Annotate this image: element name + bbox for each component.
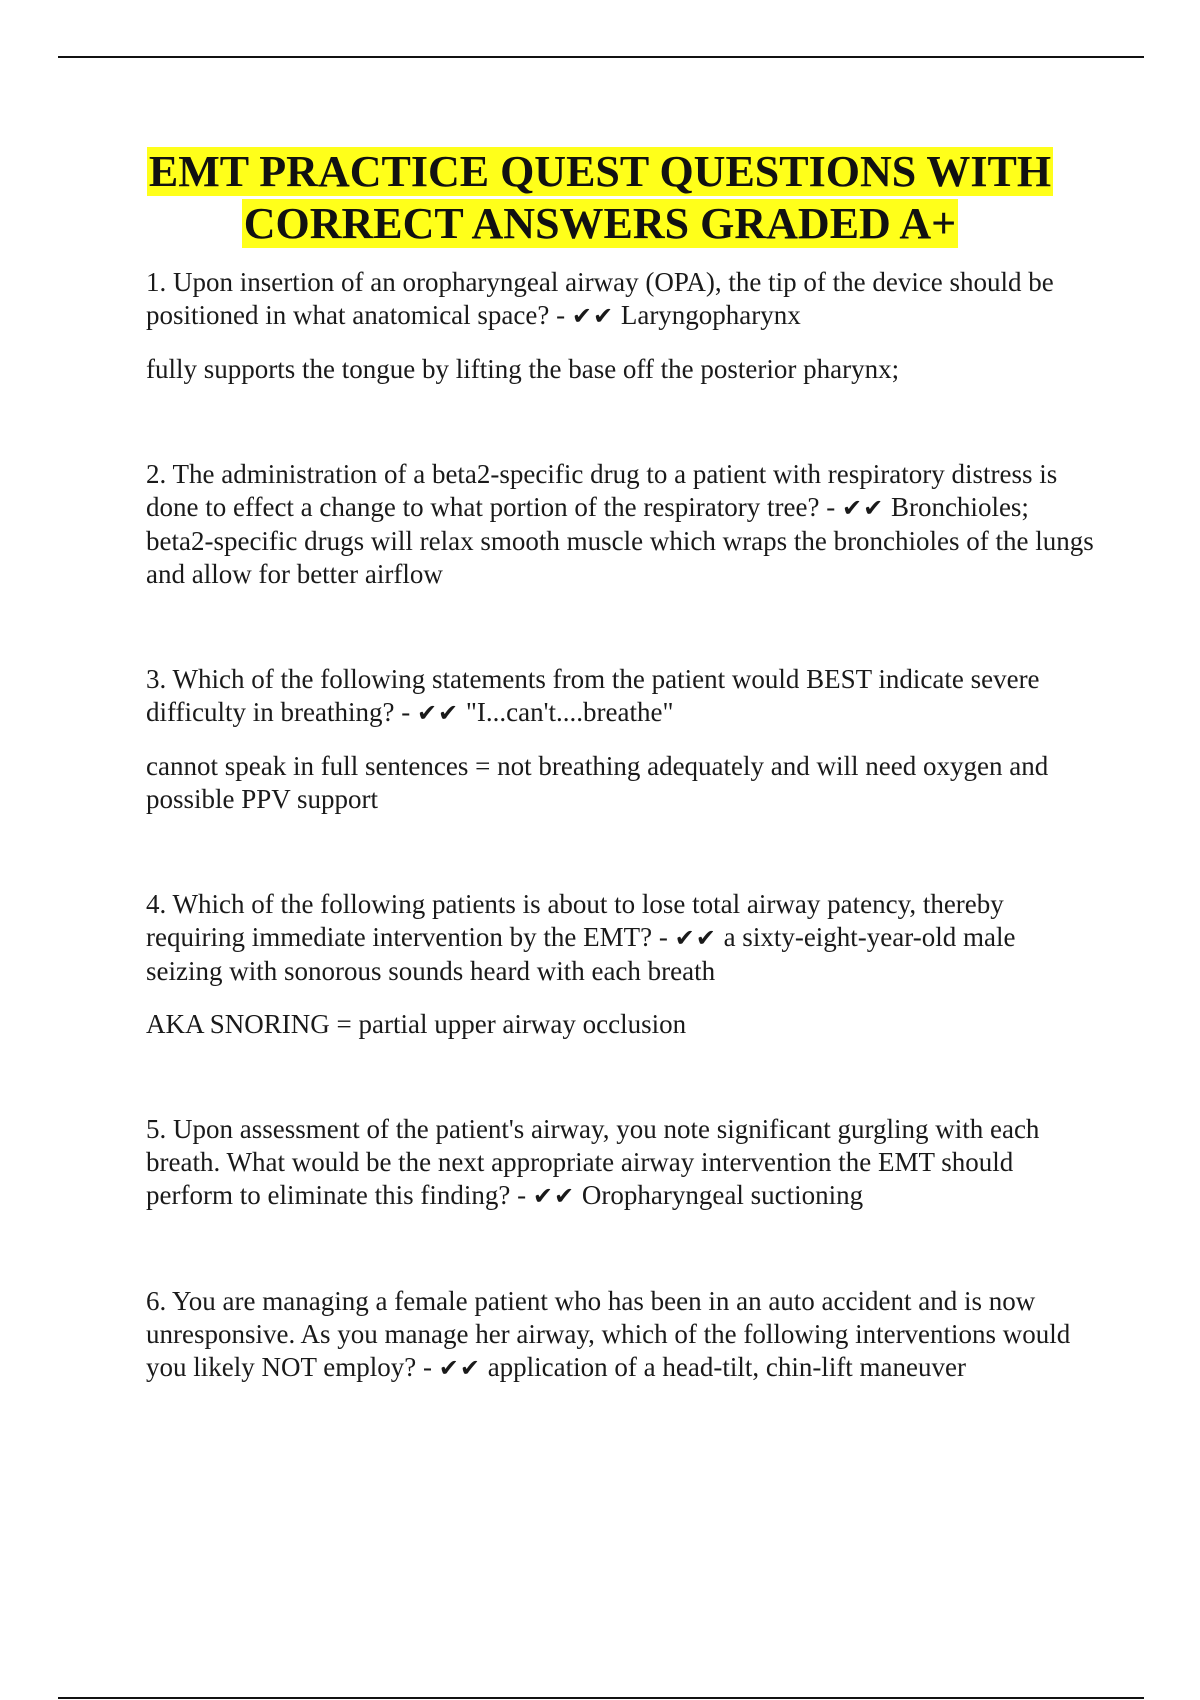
question-text: 6. You are managing a female patient who has been in an auto accident and is now unresponsive. As you manage her airway, which of the following interventions would you likely NOT employ? <box>146 1286 1071 1382</box>
qa-line <box>146 663 1098 730</box>
answer-text: Oropharyngeal suctioning <box>581 1180 864 1210</box>
answer-text: a sixty-eight-year-old male seizing with sonorous sounds heard with each breath <box>146 922 1016 986</box>
bottom-rule <box>58 1697 1144 1699</box>
title-line-1: EMT PRACTICE QUEST QUESTIONS WITH <box>148 147 1052 196</box>
double-check-icon: ✔✔ <box>416 699 460 727</box>
qa-line <box>146 458 1098 591</box>
qa-line <box>146 1285 1098 1385</box>
question-text: 5. Upon assessment of the patient's airway, you note significant gurgling with each breath. What would be the next appropriate airway intervention the EMT should perform to eliminate this finding? <box>146 1114 1040 1210</box>
question-text: 2. The administration of a beta2-specific drug to a patient with respiratory distress is done to effect a change to what portion of the respiratory tree? <box>146 459 1058 522</box>
double-check-icon: ✔✔ <box>438 1354 481 1382</box>
qa-line <box>146 1113 1098 1213</box>
double-check-icon: ✔✔ <box>532 1182 576 1210</box>
qa-line <box>146 888 1098 988</box>
answer-note: fully supports the tongue by lifting the base off the posterior pharynx; <box>146 354 900 384</box>
title-line-2: CORRECT ANSWERS GRADED A+ <box>243 199 957 248</box>
qa-item-6 <box>146 1285 1098 1385</box>
qa-line <box>146 266 1098 333</box>
answer-text: "I...can't....breathe" <box>465 697 674 727</box>
double-check-icon: ✔✔ <box>841 494 885 522</box>
separator: - <box>819 492 842 522</box>
qa-item-5 <box>146 1113 1098 1213</box>
qa-item-1 <box>146 266 1098 386</box>
qa-item-4 <box>146 888 1098 1041</box>
answer-text: Laryngopharynx <box>620 300 801 330</box>
answer-note: cannot speak in full sentences = not breathing adequately and will need oxygen and possible PPV support <box>146 751 1049 814</box>
qa-item-3 <box>146 663 1098 816</box>
answer-text: Bronchioles; beta2-specific drugs will relax smooth muscle which wraps the bronchioles of the lungs and allow for better airflow <box>146 492 1094 589</box>
separator: - <box>549 300 572 330</box>
document-title <box>60 146 1140 250</box>
question-text: 1. Upon insertion of an oropharyngeal airway (OPA), the tip of the device should be positioned in what anatomical space? <box>146 267 1054 330</box>
qa-list <box>146 266 1098 1457</box>
separator: - <box>394 697 417 727</box>
separator: - <box>416 1352 439 1382</box>
separator: - <box>510 1180 533 1210</box>
answer-note: AKA SNORING = partial upper airway occlusion <box>146 1009 687 1039</box>
double-check-icon: ✔✔ <box>674 924 717 952</box>
top-rule <box>58 56 1144 58</box>
question-text: 4. Which of the following patients is about to lose total airway patency, thereby requiring immediate intervention by the EMT? <box>146 889 1004 952</box>
answer-text: application of a head-tilt, chin-lift maneuver <box>487 1352 967 1382</box>
double-check-icon: ✔✔ <box>571 302 615 330</box>
qa-item-2 <box>146 458 1098 591</box>
separator: - <box>652 922 675 952</box>
question-text: 3. Which of the following statements from the patient would BEST indicate severe difficulty in breathing? <box>146 664 1040 727</box>
